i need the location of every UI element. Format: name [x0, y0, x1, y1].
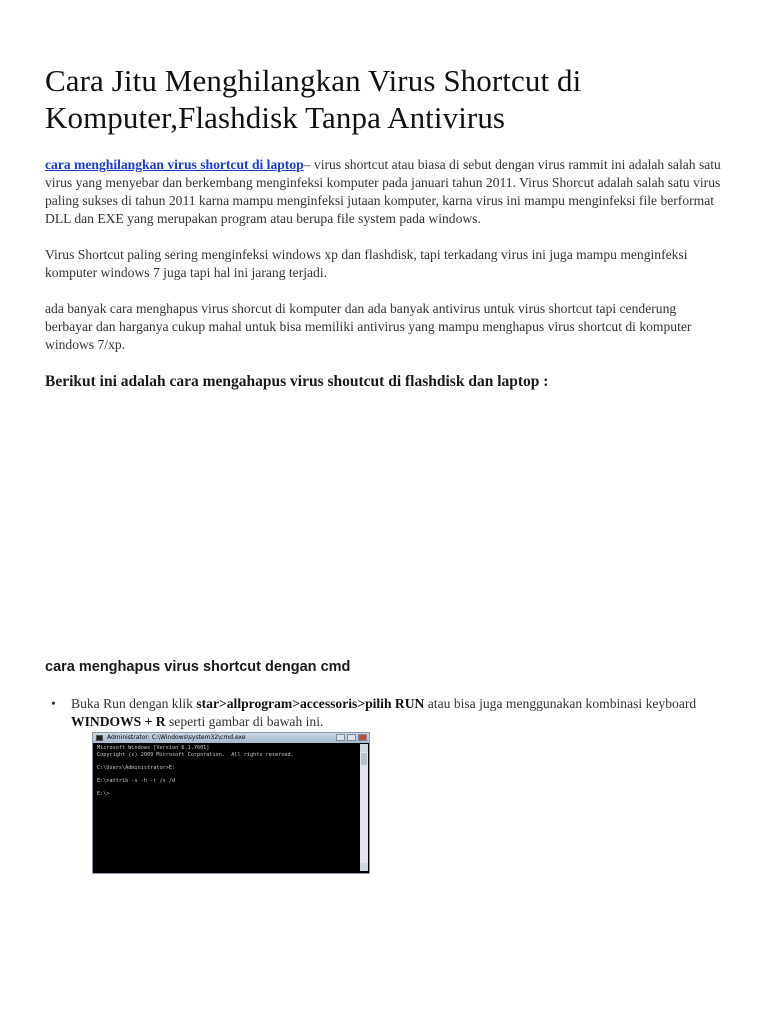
bullet-icon: • — [51, 696, 56, 711]
article — [45, 62, 725, 874]
intro-link[interactable]: cara menghilangkan virus shortcut di laptop — [45, 157, 304, 172]
step-text: atau bisa juga menggunakan kombinasi keyboard — [424, 696, 697, 711]
section-heading: Berikut ini adalah cara mengahapus virus shoutcut di flashdisk dan laptop : — [45, 373, 549, 390]
article-title: Cara Jitu Menghilangkan Virus Shortcut di Komputer,Flashdisk Tanpa Antivirus — [45, 63, 582, 135]
scroll-down-icon — [360, 863, 368, 871]
intro-paragraph — [45, 156, 725, 228]
intro-text: – virus shortcut atau biasa di sebut dengan virus rammit ini adalah salah satu virus yang menyebar dan berkembang menginfeksi komputer pada januari tahun 2011. Virus Shorcut adalah salah satu virus paling sukses di tahun 2011 karna mampu menginfeksi jutaan komputer, karna virus ini mampu menginfeksi file berformat DLL dan EXE yang merupakan program atau berupa file system pada windows. — [45, 157, 721, 226]
subsection-heading: cara menghapus virus shortcut dengan cmd — [45, 659, 351, 675]
window-controls — [336, 734, 367, 741]
paragraph-2: Virus Shortcut paling sering menginfeksi windows xp dan flashdisk, tapi terkadang virus ini juga mampu menginfeksi komputer windows 7 juga tapi hal ini jarang terjadi. — [45, 247, 688, 280]
cmd-title-text: Administrator: C:\Windows\system32\cmd.exe — [107, 734, 246, 741]
step-bold: WINDOWS + R — [71, 714, 166, 729]
cmd-console-text: Microsoft Windows [Version 6.1.7601] Copyright (c) 2009 Microsoft Corporation. All rights reserved. C:\Users\Administrator>E: E:\>attrib -s -h -r /s /d E:\> — [97, 745, 294, 798]
step-text: seperti gambar di bawah ini. — [165, 714, 324, 729]
cmd-screenshot — [92, 732, 370, 874]
cmd-titlebar — [93, 733, 369, 743]
list-item — [51, 695, 725, 731]
step-bold: star>allprogram>accessoris>pilih RUN — [196, 696, 425, 711]
close-icon — [358, 734, 367, 741]
step-text: Buka Run dengan klik — [71, 696, 197, 711]
blank-ad-space — [45, 392, 725, 657]
cmd-window-icon — [96, 735, 103, 741]
scroll-thumb — [361, 753, 367, 765]
maximize-icon — [347, 734, 356, 741]
minimize-icon — [336, 734, 345, 741]
steps-list — [45, 695, 725, 731]
paragraph-3: ada banyak cara menghapus virus shorcut di komputer dan ada banyak antivirus untuk virus shortcut tapi cenderung berbayar dan harganya cukup mahal untuk bisa memiliki antivirus yang mampu menghapus virus shortcut di komputer windows 7/xp. — [45, 301, 692, 352]
scroll-up-icon — [360, 744, 368, 752]
cmd-scrollbar — [360, 744, 368, 871]
